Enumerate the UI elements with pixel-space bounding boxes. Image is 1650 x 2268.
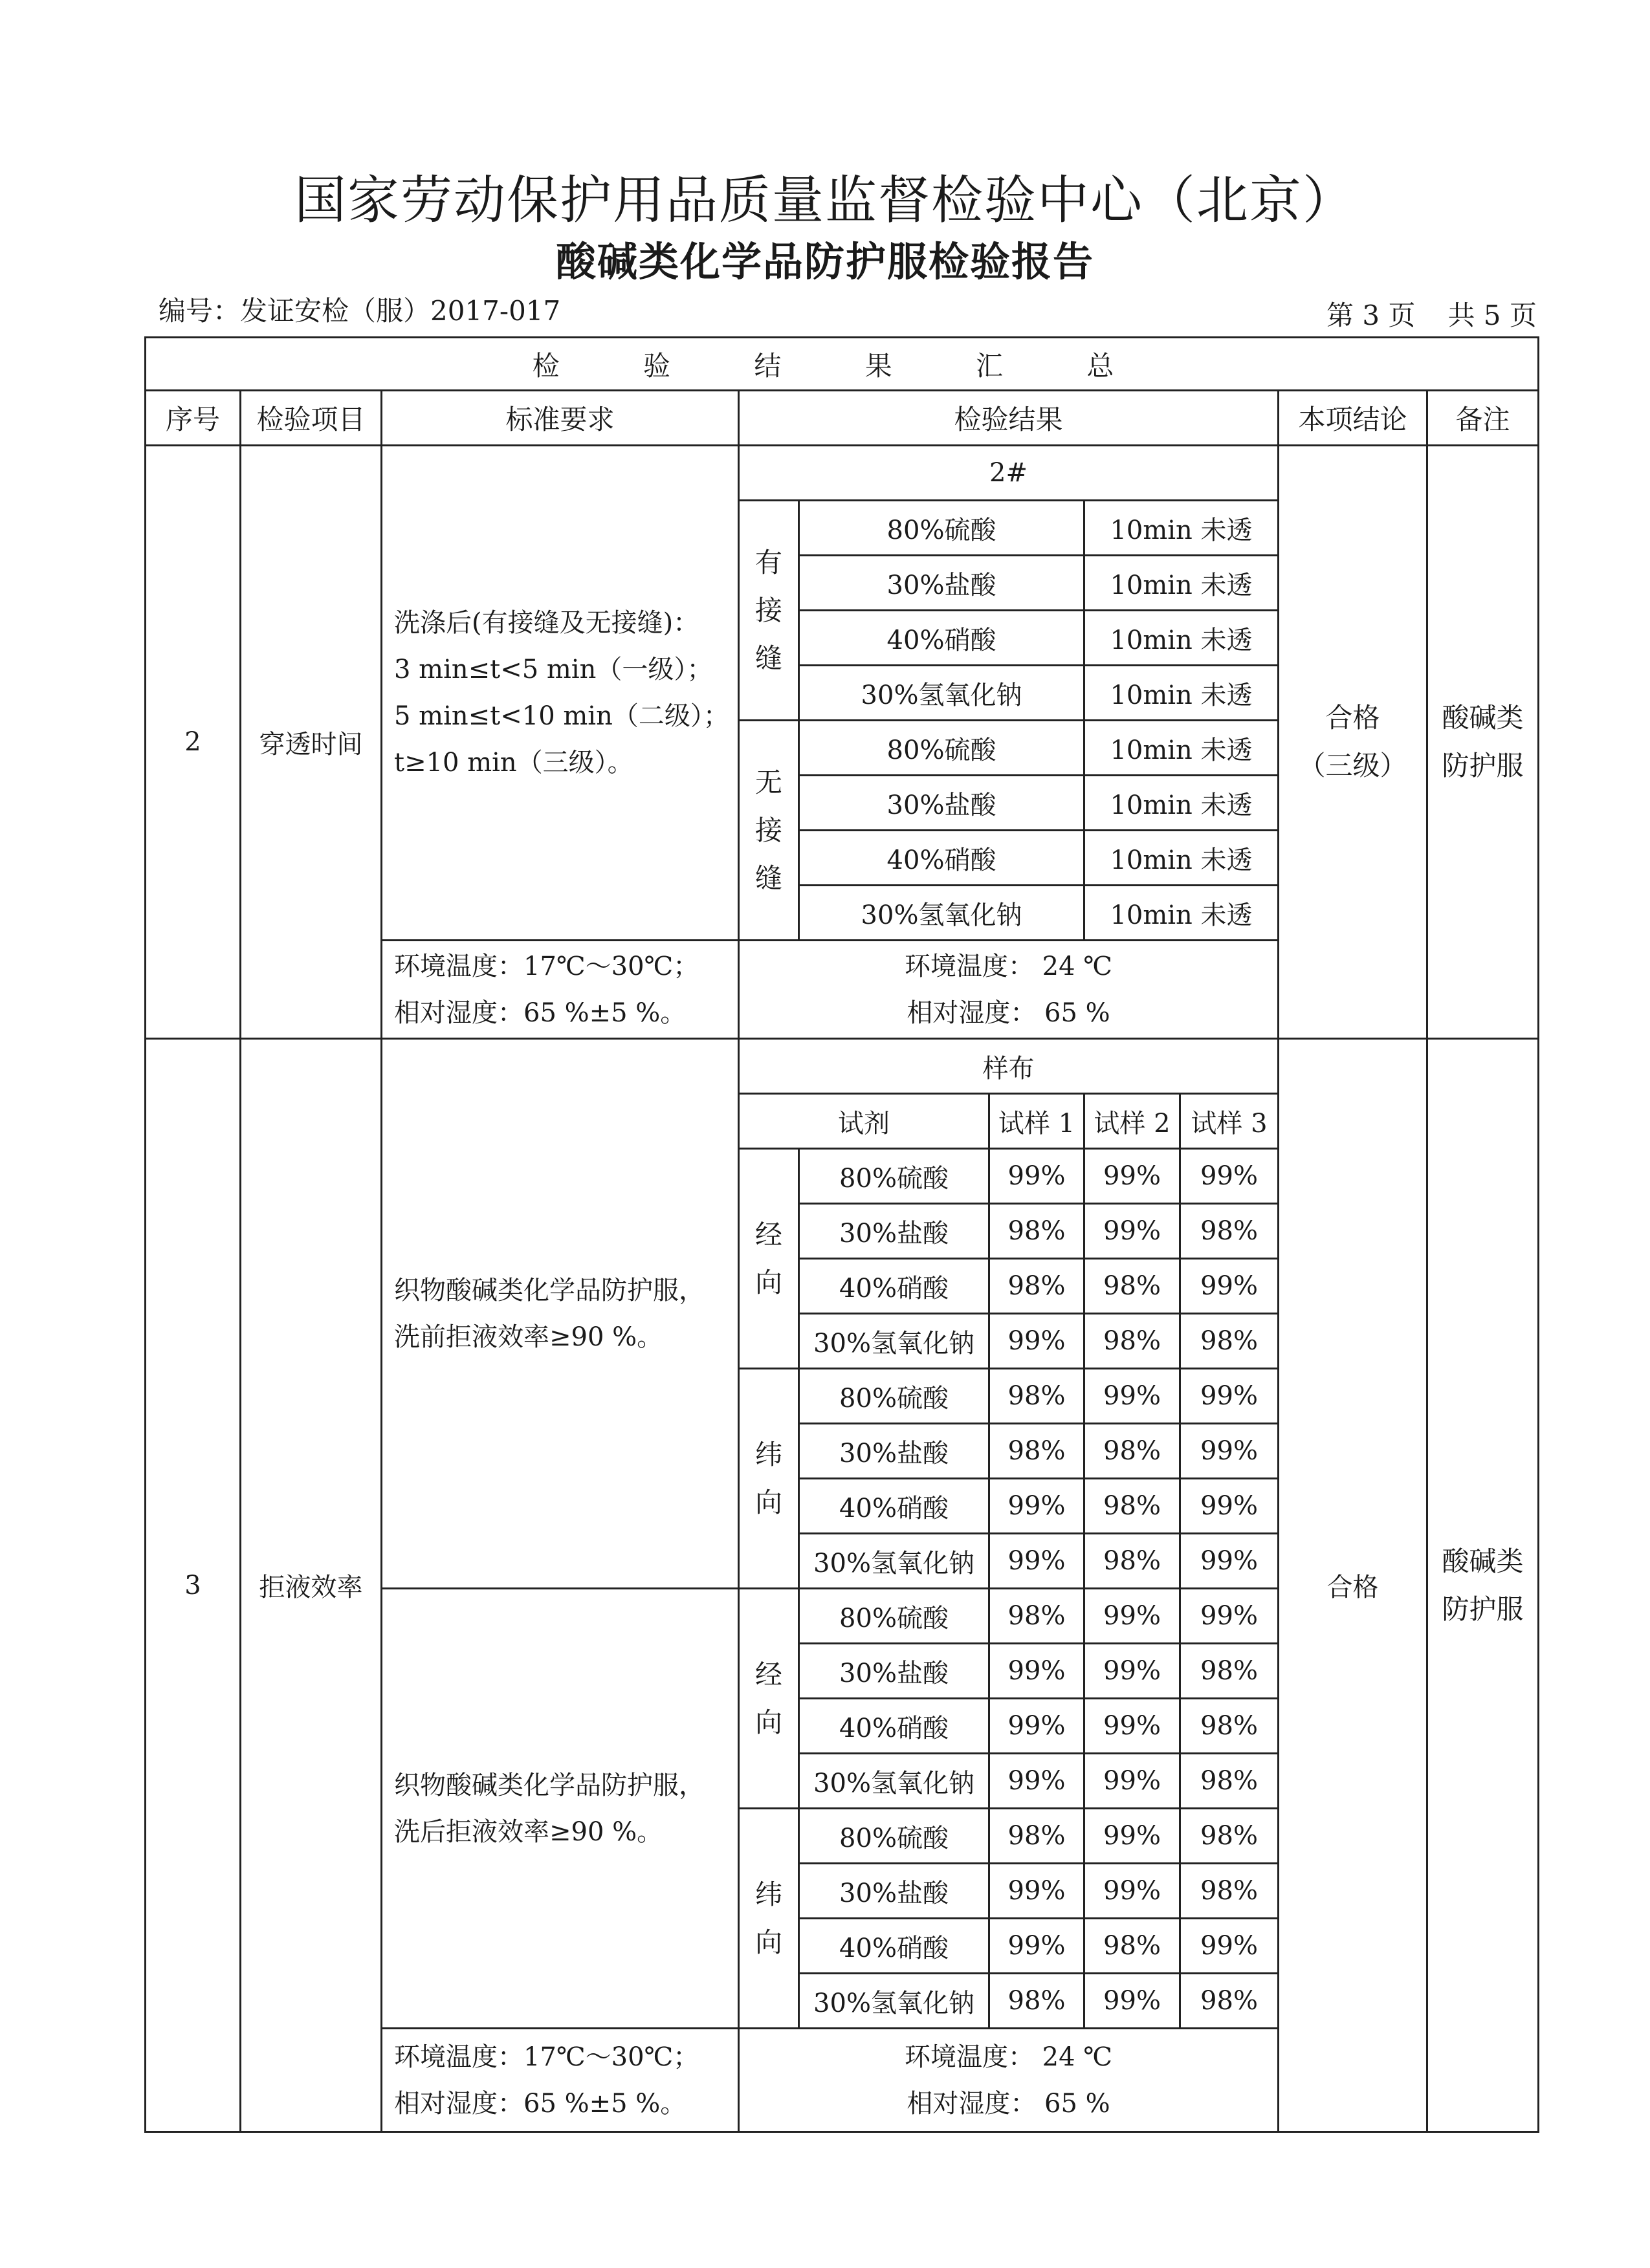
fabric-label: 样布 [739,1039,1279,1094]
reagent: 80%硫酸 [799,501,1084,556]
reagent: 40%硝酸 [799,1699,989,1754]
value: 98% [1084,1534,1180,1589]
sample-id: 2# [739,446,1279,501]
value: 99% [989,1864,1084,1919]
value: 98% [1180,1699,1279,1754]
remark: 酸碱类 防护服 [1427,446,1539,1039]
reagent: 80%硫酸 [799,721,1084,776]
value: 98% [1084,1314,1180,1369]
reagent: 80%硫酸 [799,1589,989,1644]
report-number: 编号：发证安检（服）2017-017 [159,295,561,327]
reagent: 80%硫酸 [799,1149,989,1204]
value: 99% [1180,1919,1279,1974]
result: 10min 未透 [1084,776,1279,831]
item-no: 3 [146,1039,241,2132]
value: 99% [1180,1149,1279,1204]
summary-title: 检 验 结 果 汇 总 [146,338,1539,391]
requirement-text: 洗涤后(有接缝及无接缝)： 3 min≤t<5 min（一级）； 5 min≤t<10 min（二级）； t≥10 min（三级）。 [382,446,739,941]
report-title: 国家劳动保护用品质量监督检验中心（北京） [294,170,1356,230]
value: 98% [1180,1809,1279,1864]
page-current: 第 3 页 [1326,300,1416,331]
value: 99% [989,1699,1084,1754]
col-header-conclusion: 本项结论 [1279,391,1427,446]
result: 10min 未透 [1084,501,1279,556]
value: 99% [1180,1479,1279,1534]
reagent: 30%氢氧化钠 [799,1974,989,2029]
requirement-before: 织物酸碱类化学品防护服， 洗前拒液效率≥90 %。 [382,1039,739,1589]
results-table [144,336,1539,2133]
reagent: 40%硝酸 [799,1919,989,1974]
value: 99% [989,1534,1084,1589]
table-row [146,446,1539,501]
value: 99% [1180,1259,1279,1314]
value: 99% [1084,1204,1180,1259]
requirement-after: 织物酸碱类化学品防护服， 洗后拒液效率≥90 %。 [382,1589,739,2029]
value: 99% [1180,1534,1279,1589]
direction-label: 经 向 [739,1589,799,1809]
value: 99% [1180,1369,1279,1424]
result: 10min 未透 [1084,886,1279,941]
col-header-no: 序号 [146,391,241,446]
col-header-result: 检验结果 [739,391,1279,446]
col-header-requirement: 标准要求 [382,391,739,446]
result: 10min 未透 [1084,556,1279,611]
value: 99% [1084,1754,1180,1809]
direction-label: 纬 向 [739,1809,799,2029]
page-total: 共 5 页 [1447,300,1537,331]
env-actual: 环境温度： 24 ℃ 相对湿度： 65 % [739,2029,1279,2132]
value: 98% [989,1369,1084,1424]
value: 98% [989,1424,1084,1479]
result: 10min 未透 [1084,611,1279,666]
value: 99% [1084,1699,1180,1754]
result: 10min 未透 [1084,831,1279,886]
remark: 酸碱类 防护服 [1427,1039,1539,2132]
reagent: 40%硝酸 [799,831,1084,886]
value: 98% [1084,1424,1180,1479]
value: 99% [1084,1809,1180,1864]
value: 99% [989,1314,1084,1369]
value: 99% [1180,1424,1279,1479]
reagent: 30%氢氧化钠 [799,886,1084,941]
reagent: 30%盐酸 [799,1864,989,1919]
direction-label: 经 向 [739,1149,799,1369]
env-requirement: 环境温度：17℃～30℃； 相对湿度：65 %±5 %。 [382,941,739,1039]
value: 98% [989,1204,1084,1259]
value: 99% [1084,1864,1180,1919]
col-header-item: 检验项目 [241,391,382,446]
reagent: 40%硝酸 [799,611,1084,666]
item-name: 穿透时间 [241,446,382,1039]
value: 98% [1180,1204,1279,1259]
reagent: 80%硫酸 [799,1809,989,1864]
env-requirement: 环境温度：17℃～30℃； 相对湿度：65 %±5 %。 [382,2029,739,2132]
value: 98% [1180,1644,1279,1699]
reagent: 30%盐酸 [799,556,1084,611]
value: 98% [1180,1314,1279,1369]
value: 98% [989,1259,1084,1314]
value: 99% [989,1754,1084,1809]
value: 98% [1084,1259,1180,1314]
reagent: 80%硫酸 [799,1369,989,1424]
sub-header: 试样 3 [1180,1094,1279,1149]
value: 98% [989,1589,1084,1644]
conclusion: 合格 [1279,1039,1427,2132]
group-label: 有 接 缝 [739,501,799,721]
value: 99% [1084,1149,1180,1204]
reagent: 30%盐酸 [799,776,1084,831]
summary-row [146,338,1539,391]
value: 98% [989,1974,1084,2029]
reagent: 40%硝酸 [799,1479,989,1534]
report-subtitle: 酸碱类化学品防护服检验报告 [555,238,1094,285]
reagent: 40%硝酸 [799,1259,989,1314]
value: 99% [1084,1369,1180,1424]
value: 98% [989,1809,1084,1864]
reagent: 30%盐酸 [799,1644,989,1699]
item-name: 拒液效率 [241,1039,382,2132]
result: 10min 未透 [1084,666,1279,721]
value: 98% [1084,1479,1180,1534]
value: 98% [1180,1974,1279,2029]
conclusion: 合格 （三级） [1279,446,1427,1039]
value: 98% [1180,1864,1279,1919]
env-actual: 环境温度： 24 ℃ 相对湿度： 65 % [739,941,1279,1039]
reagent: 30%氢氧化钠 [799,666,1084,721]
value: 99% [989,1479,1084,1534]
value: 99% [989,1919,1084,1974]
sub-header: 试剂 [739,1094,989,1149]
value: 99% [1180,1589,1279,1644]
table-row [146,1039,1539,1094]
direction-label: 纬 向 [739,1369,799,1589]
reagent: 30%氢氧化钠 [799,1534,989,1589]
reagent: 30%氢氧化钠 [799,1314,989,1369]
value: 99% [1084,1589,1180,1644]
sub-header: 试样 2 [1084,1094,1180,1149]
reagent: 30%氢氧化钠 [799,1754,989,1809]
group-label: 无 接 缝 [739,721,799,941]
sub-header: 试样 1 [989,1094,1084,1149]
reagent: 30%盐酸 [799,1204,989,1259]
value: 98% [1084,1919,1180,1974]
result: 10min 未透 [1084,721,1279,776]
value: 99% [1084,1644,1180,1699]
page-indicator [1326,294,1537,333]
value: 99% [1084,1974,1180,2029]
value: 98% [1180,1754,1279,1809]
col-header-remark: 备注 [1427,391,1539,446]
value: 99% [989,1644,1084,1699]
item-no: 2 [146,446,241,1039]
value: 99% [989,1149,1084,1204]
header-row [146,391,1539,446]
reagent: 30%盐酸 [799,1424,989,1479]
